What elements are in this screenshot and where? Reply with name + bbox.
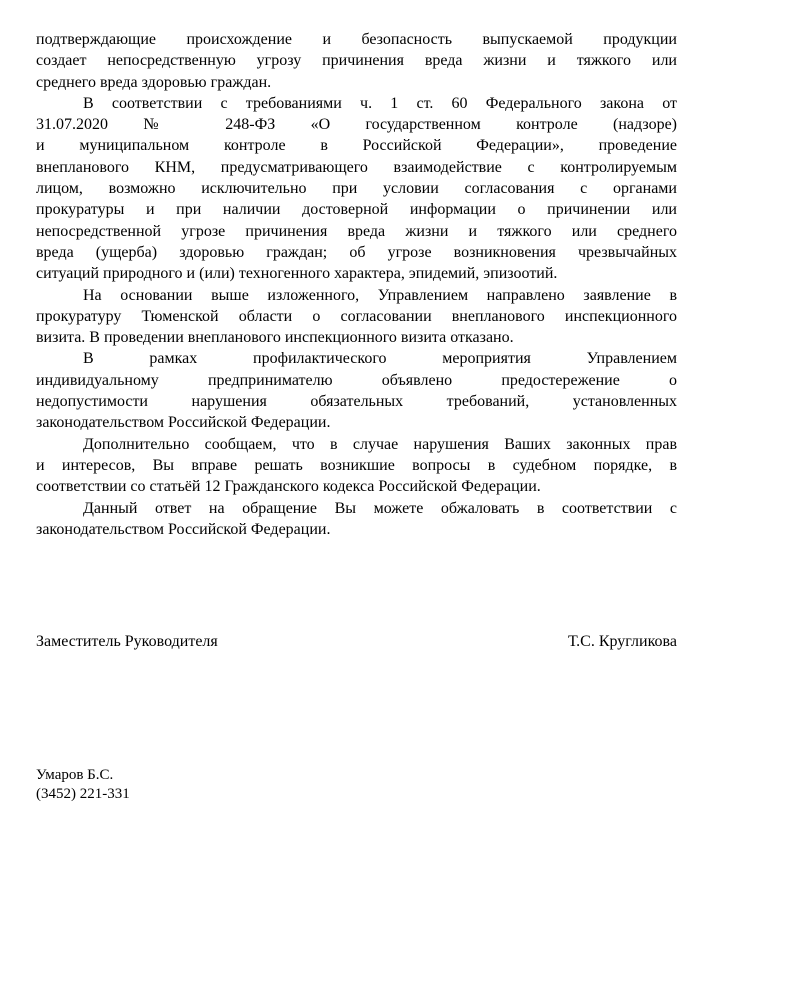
text-line: визита. В проведении внепланового инспекционного визита отказано. <box>36 329 514 347</box>
executor-name: Умаров Б.С. <box>36 767 114 783</box>
text-line: законодательством Российской Федерации. <box>36 414 331 432</box>
text-line: недопустимости нарушения обязательных требований, установленных <box>36 393 677 411</box>
text-line: прокуратуру Тюменской области о согласовании внепланового инспекционного <box>36 307 677 325</box>
text-line: вреда (ущерба) здоровью граждан; об угрозе возникновения чрезвычайных <box>36 243 677 261</box>
text-line: непосредственной угрозе причинения вреда жизни и тяжкого или среднего <box>36 222 677 240</box>
text-line: прокуратуры и при наличии достоверной информации о причинении или <box>36 201 677 219</box>
text-line: В рамках профилактического мероприятия Управлением <box>83 350 677 368</box>
text-line: 31.07.2020 № 248-ФЗ «О государственном контроле (надзоре) <box>36 116 677 134</box>
text-line: В соответствии с требованиями ч. 1 ст. 60 Федерального закона от <box>83 94 677 112</box>
text-line: внепланового КНМ, предусматривающего взаимодействие с контролируемым <box>36 158 677 176</box>
text-line: и муниципальном контроле в Российской Федерации», проведение <box>36 137 677 155</box>
text-line: законодательством Российской Федерации. <box>36 520 331 538</box>
text-line: На основании выше изложенного, Управлением направлено заявление в <box>83 286 677 304</box>
text-line: среднего вреда здоровью граждан. <box>36 73 272 91</box>
text-line: ситуаций природного и (или) техногенного характера, эпидемий, эпизоотий. <box>36 265 558 283</box>
text-line: лицом, возможно исключительно при условии согласования с органами <box>36 180 677 198</box>
text-line: создает непосредственную угрозу причинения вреда жизни и тяжкого или <box>36 52 677 70</box>
executor-phone: (3452) 221-331 <box>36 786 130 802</box>
text-line: соответствии со статьёй 12 Гражданского кодекса Российской Федерации. <box>36 478 541 496</box>
executor-block <box>36 766 130 804</box>
text-line: Данный ответ на обращение Вы можете обжаловать в соответствии с <box>83 499 677 517</box>
text-line: индивидуальному предпринимателю объявлено предостережение о <box>36 371 677 389</box>
text-line: Дополнительно сообщаем, что в случае нарушения Ваших законных прав <box>83 435 677 453</box>
text-line: и интересов, Вы вправе решать возникшие вопросы в судебном порядке, в <box>36 456 677 474</box>
signature-name: Т.С. Кругликова <box>567 633 677 650</box>
signature-position-title: Заместитель Руководителя <box>36 633 218 650</box>
document-body <box>36 29 677 540</box>
signature-row <box>36 633 677 651</box>
text-line: подтверждающие происхождение и безопасность выпускаемой продукции <box>36 31 677 48</box>
